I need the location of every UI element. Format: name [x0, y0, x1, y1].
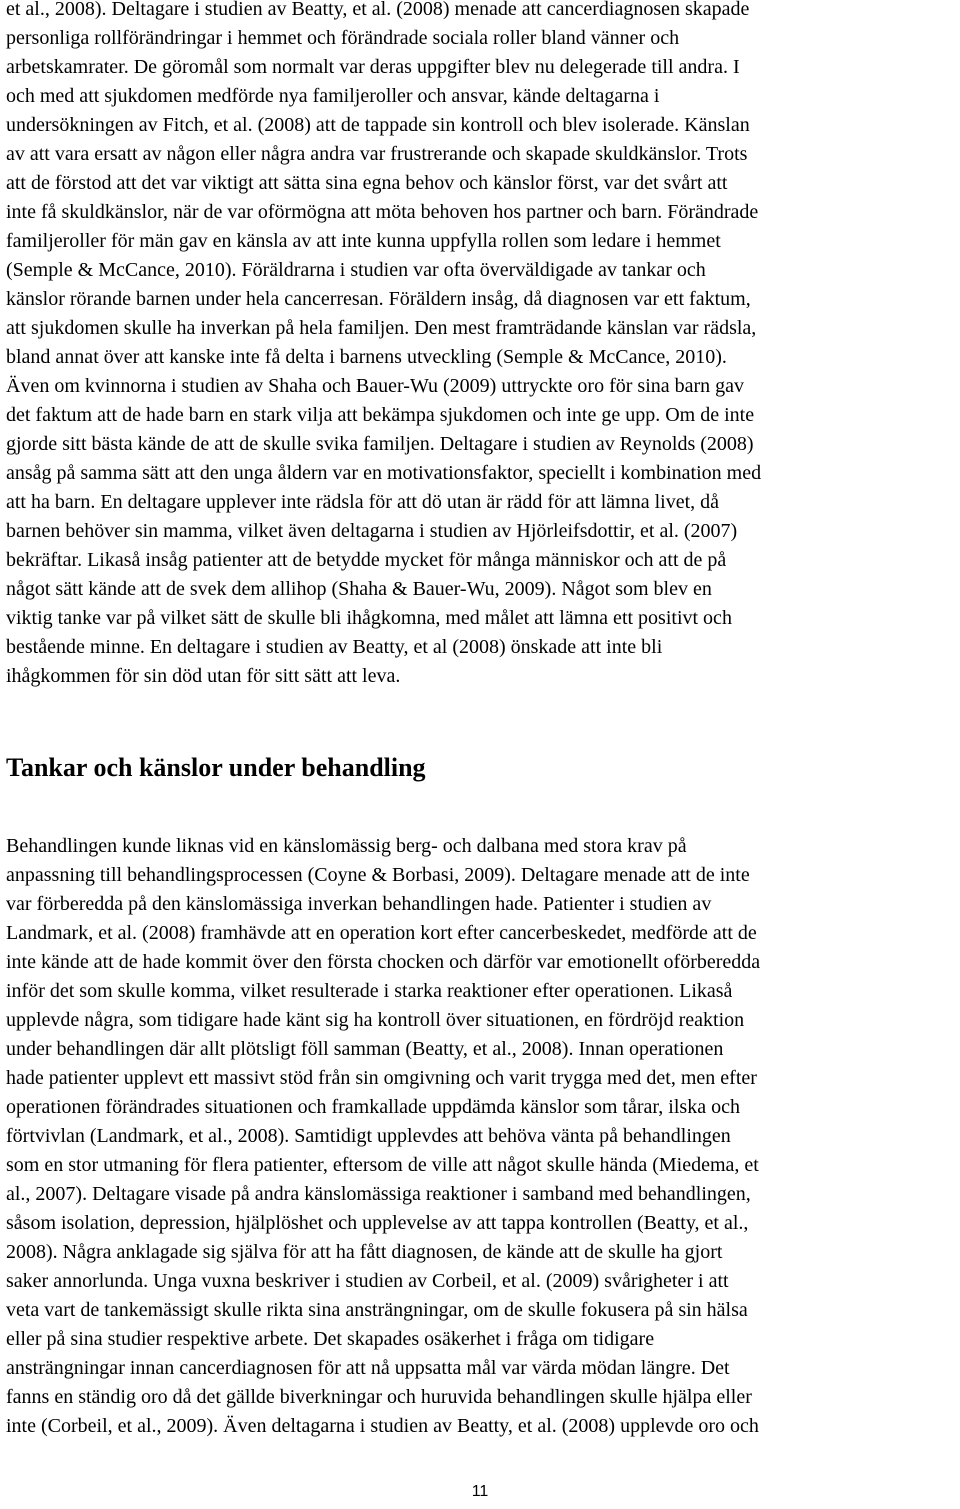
text-line: Landmark, et al. (2008) framhävde att en operation kort efter cancerbeskedet, medförde att de [6, 922, 757, 944]
text-line: Behandlingen kunde liknas vid en känslomässig berg- och dalbana med stora krav på [6, 835, 687, 857]
paragraph-2 [6, 832, 960, 1441]
text-line: att de förstod att det var viktigt att sätta sina egna behov och känslor först, var det svårt att [6, 172, 728, 194]
text-line: eller på sina studier respektive arbete. Det skapades osäkerhet i fråga om tidigare [6, 1328, 655, 1350]
text-line: att ha barn. En deltagare upplever inte rädsla för att dö utan är rädd för att lämna livet, då [6, 491, 720, 513]
text-line: av att vara ersatt av någon eller några andra var frustrerande och skapade skuldkänslor. Trots [6, 143, 748, 165]
text-line: ihågkommen för sin död utan för sitt sätt att leva. [6, 665, 401, 687]
text-line: och med att sjukdomen medförde nya familjeroller och ansvar, kände deltagarna i [6, 85, 660, 107]
text-line: inte (Corbeil, et al., 2009). Även deltagarna i studien av Beatty, et al. (2008) upplevde oro och [6, 1415, 759, 1437]
text-line: barnen behöver sin mamma, vilket även deltagarna i studien av Hjörleifsdottir, et al. (2007) [6, 520, 738, 542]
text-line: veta vart de tankemässigt skulle rikta sina ansträngningar, om de skulle fokusera på sin hälsa [6, 1299, 748, 1321]
text-line: förtvivlan (Landmark, et al., 2008). Samtidigt upplevdes att behöva vänta på behandlingen [6, 1125, 731, 1147]
page-number: 11 [471, 1483, 489, 1500]
text-line: bland annat över att kanske inte få delta i barnens utveckling (Semple & McCance, 2010). [6, 346, 727, 368]
text-line: såsom isolation, depression, hjälplöshet och upplevelse av att tappa kontrollen (Beatty, et al., [6, 1212, 749, 1234]
section-heading: Tankar och känslor under behandling [6, 753, 426, 782]
text-line: det faktum att de hade barn en stark vilja att bekämpa sjukdomen och inte ge upp. Om de inte [6, 404, 755, 426]
text-line: under behandlingen där allt plötsligt föll samman (Beatty, et al., 2008). Innan operationen [6, 1038, 724, 1060]
text-line: undersökningen av Fitch, et al. (2008) att de tappade sin kontroll och blev isolerade. Känslan [6, 114, 750, 136]
text-line: personliga rollförändringar i hemmet och förändrade sociala roller bland vänner och [6, 27, 680, 49]
text-line: Även om kvinnorna i studien av Shaha och Bauer-Wu (2009) uttryckte oro för sina barn gav [6, 375, 745, 397]
text-line: inför det som skulle komma, vilket resulterade i starka reaktioner efter operationen. Likaså [6, 980, 733, 1002]
text-line: upplevde några, som tidigare hade känt sig ha kontroll över situationen, en fördröjd reaktion [6, 1009, 745, 1031]
text-line: bekräftar. Likaså insåg patienter att de betydde mycket för många människor och att de på [6, 549, 727, 571]
text-line: ansträngningar innan cancerdiagnosen för att nå uppsatta mål var värda mödan längre. Det [6, 1357, 730, 1379]
text-line: familjeroller för män gav en känsla av att inte kunna uppfylla rollen som ledare i hemmet [6, 230, 721, 252]
text-line: inte kände att de hade kommit över den första chocken och därför var emotionellt oförberedda [6, 951, 761, 973]
text-line: et al., 2008). Deltagare i studien av Beatty, et al. (2008) menade att cancerdiagnosen skapade [6, 0, 750, 20]
text-line: var förberedda på den känslomässiga inverkan behandlingen hade. Patienter i studien av [6, 893, 712, 915]
text-line: att sjukdomen skulle ha inverkan på hela familjen. Den mest framträdande känslan var rädsla, [6, 317, 757, 339]
paragraph-1 [6, 0, 960, 691]
text-line: al., 2007). Deltagare visade på andra känslomässiga reaktioner i samband med behandlingen, [6, 1183, 751, 1205]
text-line: (Semple & McCance, 2010). Föräldrarna i studien var ofta överväldigade av tankar och [6, 259, 706, 281]
text-line: anpassning till behandlingsprocessen (Coyne & Borbasi, 2009). Deltagare menade att de inte [6, 864, 750, 886]
text-line: känslor rörande barnen under hela cancerresan. Föräldern insåg, då diagnosen var ett faktum, [6, 288, 751, 310]
text-line: ansåg på samma sätt att den unga åldern var en motivationsfaktor, speciellt i kombination med [6, 462, 762, 484]
text-line: arbetskamrater. De göromål som normalt var deras uppgifter blev nu delegerade till andra. I [6, 56, 740, 78]
text-line: inte få skuldkänslor, när de var oförmögna att möta behoven hos partner och barn. Förändrade [6, 201, 759, 223]
text-line: 2008). Några anklagade sig själva för att ha fått diagnosen, de kände att de skulle ha gjort [6, 1241, 723, 1263]
text-line: saker annorlunda. Unga vuxna beskriver i studien av Corbeil, et al. (2009) svårigheter i att [6, 1270, 729, 1292]
text-line: operationen förändrades situationen och framkallade uppdämda känslor som tårar, ilska och [6, 1096, 740, 1118]
text-line: hade patienter upplevt ett massivt stöd från sin omgivning och varit trygga med det, men efter [6, 1067, 757, 1089]
text-line: som en stor utmaning för flera patienter, eftersom de ville att något skulle hända (Miedema, et [6, 1154, 759, 1176]
text-line: något sätt kände att de svek dem allihop (Shaha & Bauer-Wu, 2009). Något som blev en [6, 578, 712, 600]
text-line: fanns en ständig oro då det gällde biverkningar och huruvida behandlingen skulle hjälpa eller [6, 1386, 752, 1408]
text-line: bestående minne. En deltagare i studien av Beatty, et al (2008) önskade att inte bli [6, 636, 663, 658]
text-line: gjorde sitt bästa kände de att de skulle svika familjen. Deltagare i studien av Reynolds (2008) [6, 433, 754, 455]
text-line: viktig tanke var på vilket sätt de skulle bli ihågkomna, med målet att lämna ett positivt och [6, 607, 732, 629]
